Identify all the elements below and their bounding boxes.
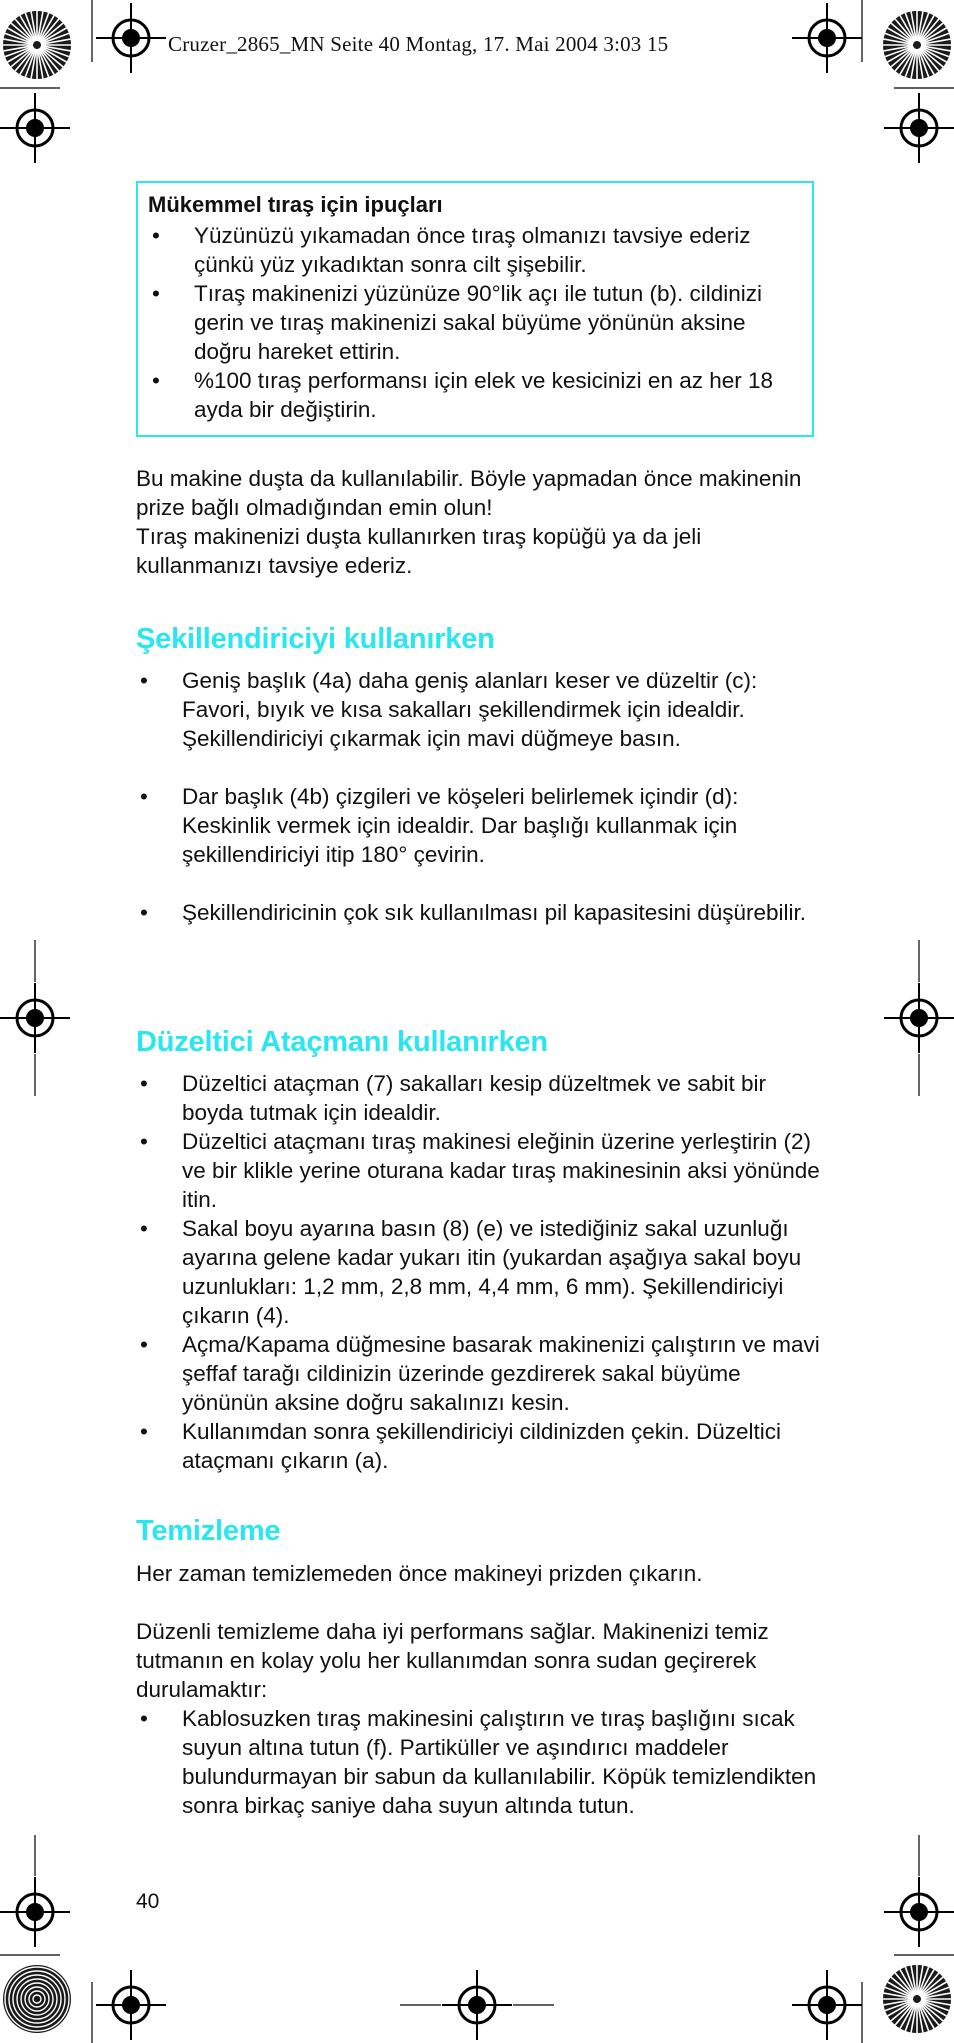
trimmer-list — [136, 1069, 820, 1475]
list-item: • Şekillendiricinin çok sık kullanılması pil kapasitesini düşürebilir. — [136, 898, 820, 927]
shower-paragraph — [136, 464, 816, 580]
tips-box — [136, 181, 814, 437]
print-slug: Cruzer_2865_MN Seite 40 Montag, 17. Mai 2004 3:03 15 — [168, 32, 669, 56]
page-number: 40 — [136, 1890, 160, 1913]
styler-section — [136, 666, 820, 956]
cleaning-paragraph-2: Düzenli temizleme daha iyi performans sağlar. Makinenizi temiz tutmanın en kolay yolu her kullanımdan sonra sudan geçirerek durulamaktır: — [136, 1619, 769, 1702]
cleaning-heading: Temizleme — [136, 1515, 281, 1547]
styler-list — [136, 666, 820, 927]
list-item: • Açma/Kapama düğmesine basarak makinenizi çalıştırın ve mavi şeffaf tarağı cildinizin üzerinde gezdirerek sakal büyüme yönünün aksine doğru sakalınızı kesin. — [136, 1330, 820, 1417]
cleaning-paragraph-1: Her zaman temizlemeden önce makineyi prizden çıkarın. — [136, 1561, 703, 1586]
list-item: • Kablosuzken tıraş makinesini çalıştırın ve tıraş başlığını sıcak suyun altına tutun (f). Partiküller ve aşındırıcı maddeler bulundurmayan bir sabun da kullanılabilir. Köpük temizlendikten sonra birkaç saniye daha suyun altında tutun. — [136, 1704, 820, 1820]
list-item: • %100 tıraş performansı için elek ve kesicinizi en az her 18 ayda bir değiştirin. — [148, 366, 798, 424]
cleaning-list — [136, 1704, 820, 1820]
list-item: • Sakal boyu ayarına basın (8) (e) ve istediğiniz sakal uzunluğı ayarına gelene kadar yukarı itin (yukardan aşağıya sakal boyu uzunlukları: 1,2 mm, 2,8 mm, 4,4 mm, 6 mm). Şekillendiriciyi çıkarın (4). — [136, 1214, 820, 1330]
cleaning-section — [136, 1704, 820, 1820]
styler-heading: Şekillendiriciyi kullanırken — [136, 623, 495, 655]
trimmer-section — [136, 1069, 820, 1475]
tips-title: Mükemmel tıraş için ipuçları — [148, 192, 443, 217]
list-item: • Düzeltici ataçman (7) sakalları kesip düzeltmek ve sabit bir boyda tutmak için idealdir. — [136, 1069, 820, 1127]
list-item: • Yüzünüzü yıkamadan önce tıraş olmanızı tavsiye ederiz çünkü yüz yıkadıktan sonra cilt şişebilir. — [148, 221, 798, 279]
shower-line-2: Tıraş makinenizi duşta kullanırken tıraş kopüğü ya da jeli kullanmanızı tavsiye ederiz. — [136, 524, 702, 578]
trimmer-heading: Düzeltici Ataçmanı kullanırken — [136, 1026, 548, 1058]
list-item: • Geniş başlık (4a) daha geniş alanları keser ve düzeltir (c): Favori, bıyık ve kısa sakalları şekillendirmek için idealdir. Şekillendiriciyi çıkarmak için mavi düğmeye basın. — [136, 666, 820, 753]
list-item: • Dar başlık (4b) çizgileri ve köşeleri belirlemek içindir (d): Keskinlik vermek için idealdir. Dar başlığı kullanmak için şekillendiriciyi itip 180° çevirin. — [136, 782, 820, 869]
shower-line-1: Bu makine duşta da kullanılabilir. Böyle yapmadan önce makinenin prize bağlı olmadığından emin olun! — [136, 466, 802, 520]
list-item: • Düzeltici ataçmanı tıraş makinesi eleğinin üzerine yerleştirin (2) ve bir klikle yerine oturana kadar tıraş makinesinin aksi yönünde itin. — [136, 1127, 820, 1214]
tips-list — [148, 221, 798, 424]
list-item: • Tıraş makinenizi yüzünüze 90°lik açı ile tutun (b). cildinizi gerin ve tıraş makinenizi sakal büyüme yönünün aksine doğru hareket ettirin. — [148, 279, 798, 366]
list-item: • Kullanımdan sonra şekillendiriciyi cildinizden çekin. Düzeltici ataçmanı çıkarın (a). — [136, 1417, 820, 1475]
